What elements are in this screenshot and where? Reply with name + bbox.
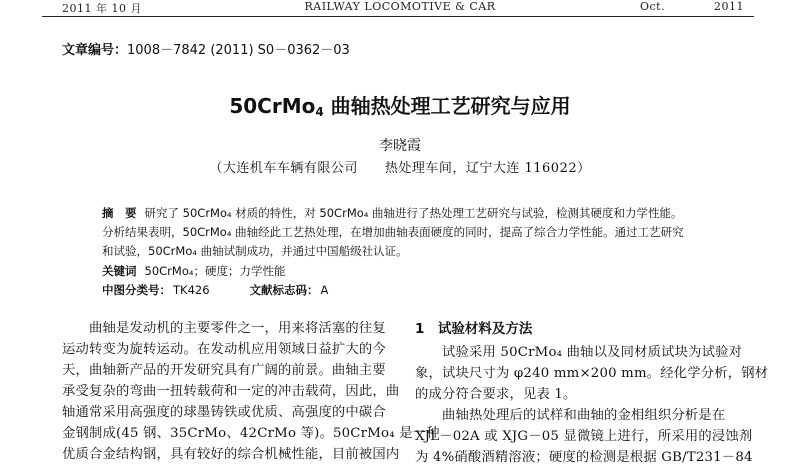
article-number-label: 文章编号： xyxy=(62,43,128,58)
right-column-line: XJL－02A 或 XJG－05 显微镜上进行，所采用的浸蚀剂 xyxy=(415,429,753,444)
abstract-text-1: 研究了 50CrMo₄ 材质的特性，对 50CrMo₄ 曲轴进行了热处理工艺研究与试验，检测其硬度和力学性能。 xyxy=(144,206,683,220)
abstract-line-3: 和试验，50CrMo₄ 曲轴试制成功，并通过中国船级社认证。 xyxy=(102,244,408,258)
keywords xyxy=(102,263,285,279)
article-number xyxy=(62,39,350,58)
left-column-line: 承受复杂的弯曲一扭转载荷和一定的冲击载荷，因此，曲 xyxy=(62,384,400,399)
left-column-line: 曲轴是发动机的主要零件之一，用来将活塞的往复 xyxy=(62,321,386,336)
header-journal: RAILWAY LOCOMOTIVE & CAR xyxy=(304,0,496,13)
classification-value: TK426 xyxy=(173,283,210,297)
left-column-line: 金钢制成(45 钢、35CrMo、42CrMo 等)。50CrMo₄ 是一种 xyxy=(62,426,440,441)
article-number-value: 1008－7842 (2011) S0－0362－03 xyxy=(127,43,350,58)
classification-label: 中图分类号： xyxy=(102,283,171,297)
section-heading: 1 试验材料及方法 xyxy=(415,321,533,337)
right-column-line: 试验采用 50CrMo₄ 曲轴以及同材质试块为试验对 xyxy=(415,345,743,360)
paper-title xyxy=(0,90,800,119)
author: 李晓霞 xyxy=(379,138,421,154)
header-date: 2011 年 10 月 xyxy=(62,2,142,15)
header-rule xyxy=(42,16,754,17)
title-text: 曲轴热处理工艺研究与应用 xyxy=(323,94,571,118)
classification xyxy=(102,282,328,298)
abstract-label: 摘 要 xyxy=(102,206,137,220)
abstract-line-2: 分析结果表明，50CrMo₄ 曲轴经此工艺热处理，在增加曲轴表面硬度的同时，提高了综合力学性能。通过工艺研究 xyxy=(102,225,684,239)
right-column-line: 的成分符合要求，见表 1。 xyxy=(415,387,577,402)
keywords-label: 关键词 xyxy=(102,264,137,278)
affiliation: （大连机车车辆有限公司 热处理车间，辽宁大连 116022） xyxy=(209,161,591,176)
header-year: 2011 xyxy=(714,0,744,13)
left-column-line: 轴通常采用高强度的球墨铸铁或优质、高强度的中碳合 xyxy=(62,405,386,420)
doc-code-value: A xyxy=(320,283,329,297)
right-column-line: 为 4%硝酸酒精溶液；硬度的检测是根据 GB/T231－84 xyxy=(415,450,753,465)
left-column-line: 天，曲轴新产品的开发研究具有广阔的前景。曲轴主要 xyxy=(62,363,386,378)
left-column-line: 优质合金结构钢，具有较好的综合机械性能，目前被国内 xyxy=(62,447,400,462)
left-column-line: 运动转变为旋转运动。在发动机应用领域日益扩大的今 xyxy=(62,342,386,357)
right-column-line: 曲轴热处理后的试样和曲轴的金相组织分析是在 xyxy=(415,408,726,423)
doc-code-label: 文献标志码： xyxy=(249,283,319,297)
title-formula: 50CrMo xyxy=(229,94,316,118)
keywords-value: 50CrMo₄；硬度；力学性能 xyxy=(144,264,286,278)
title-subscript: 4 xyxy=(315,105,324,119)
right-column-line: 象，试块尺寸为 φ240 mm×200 mm。经化学分析，钢材 xyxy=(415,366,769,381)
header-month: Oct. xyxy=(640,0,666,13)
abstract-line-1 xyxy=(102,205,683,221)
